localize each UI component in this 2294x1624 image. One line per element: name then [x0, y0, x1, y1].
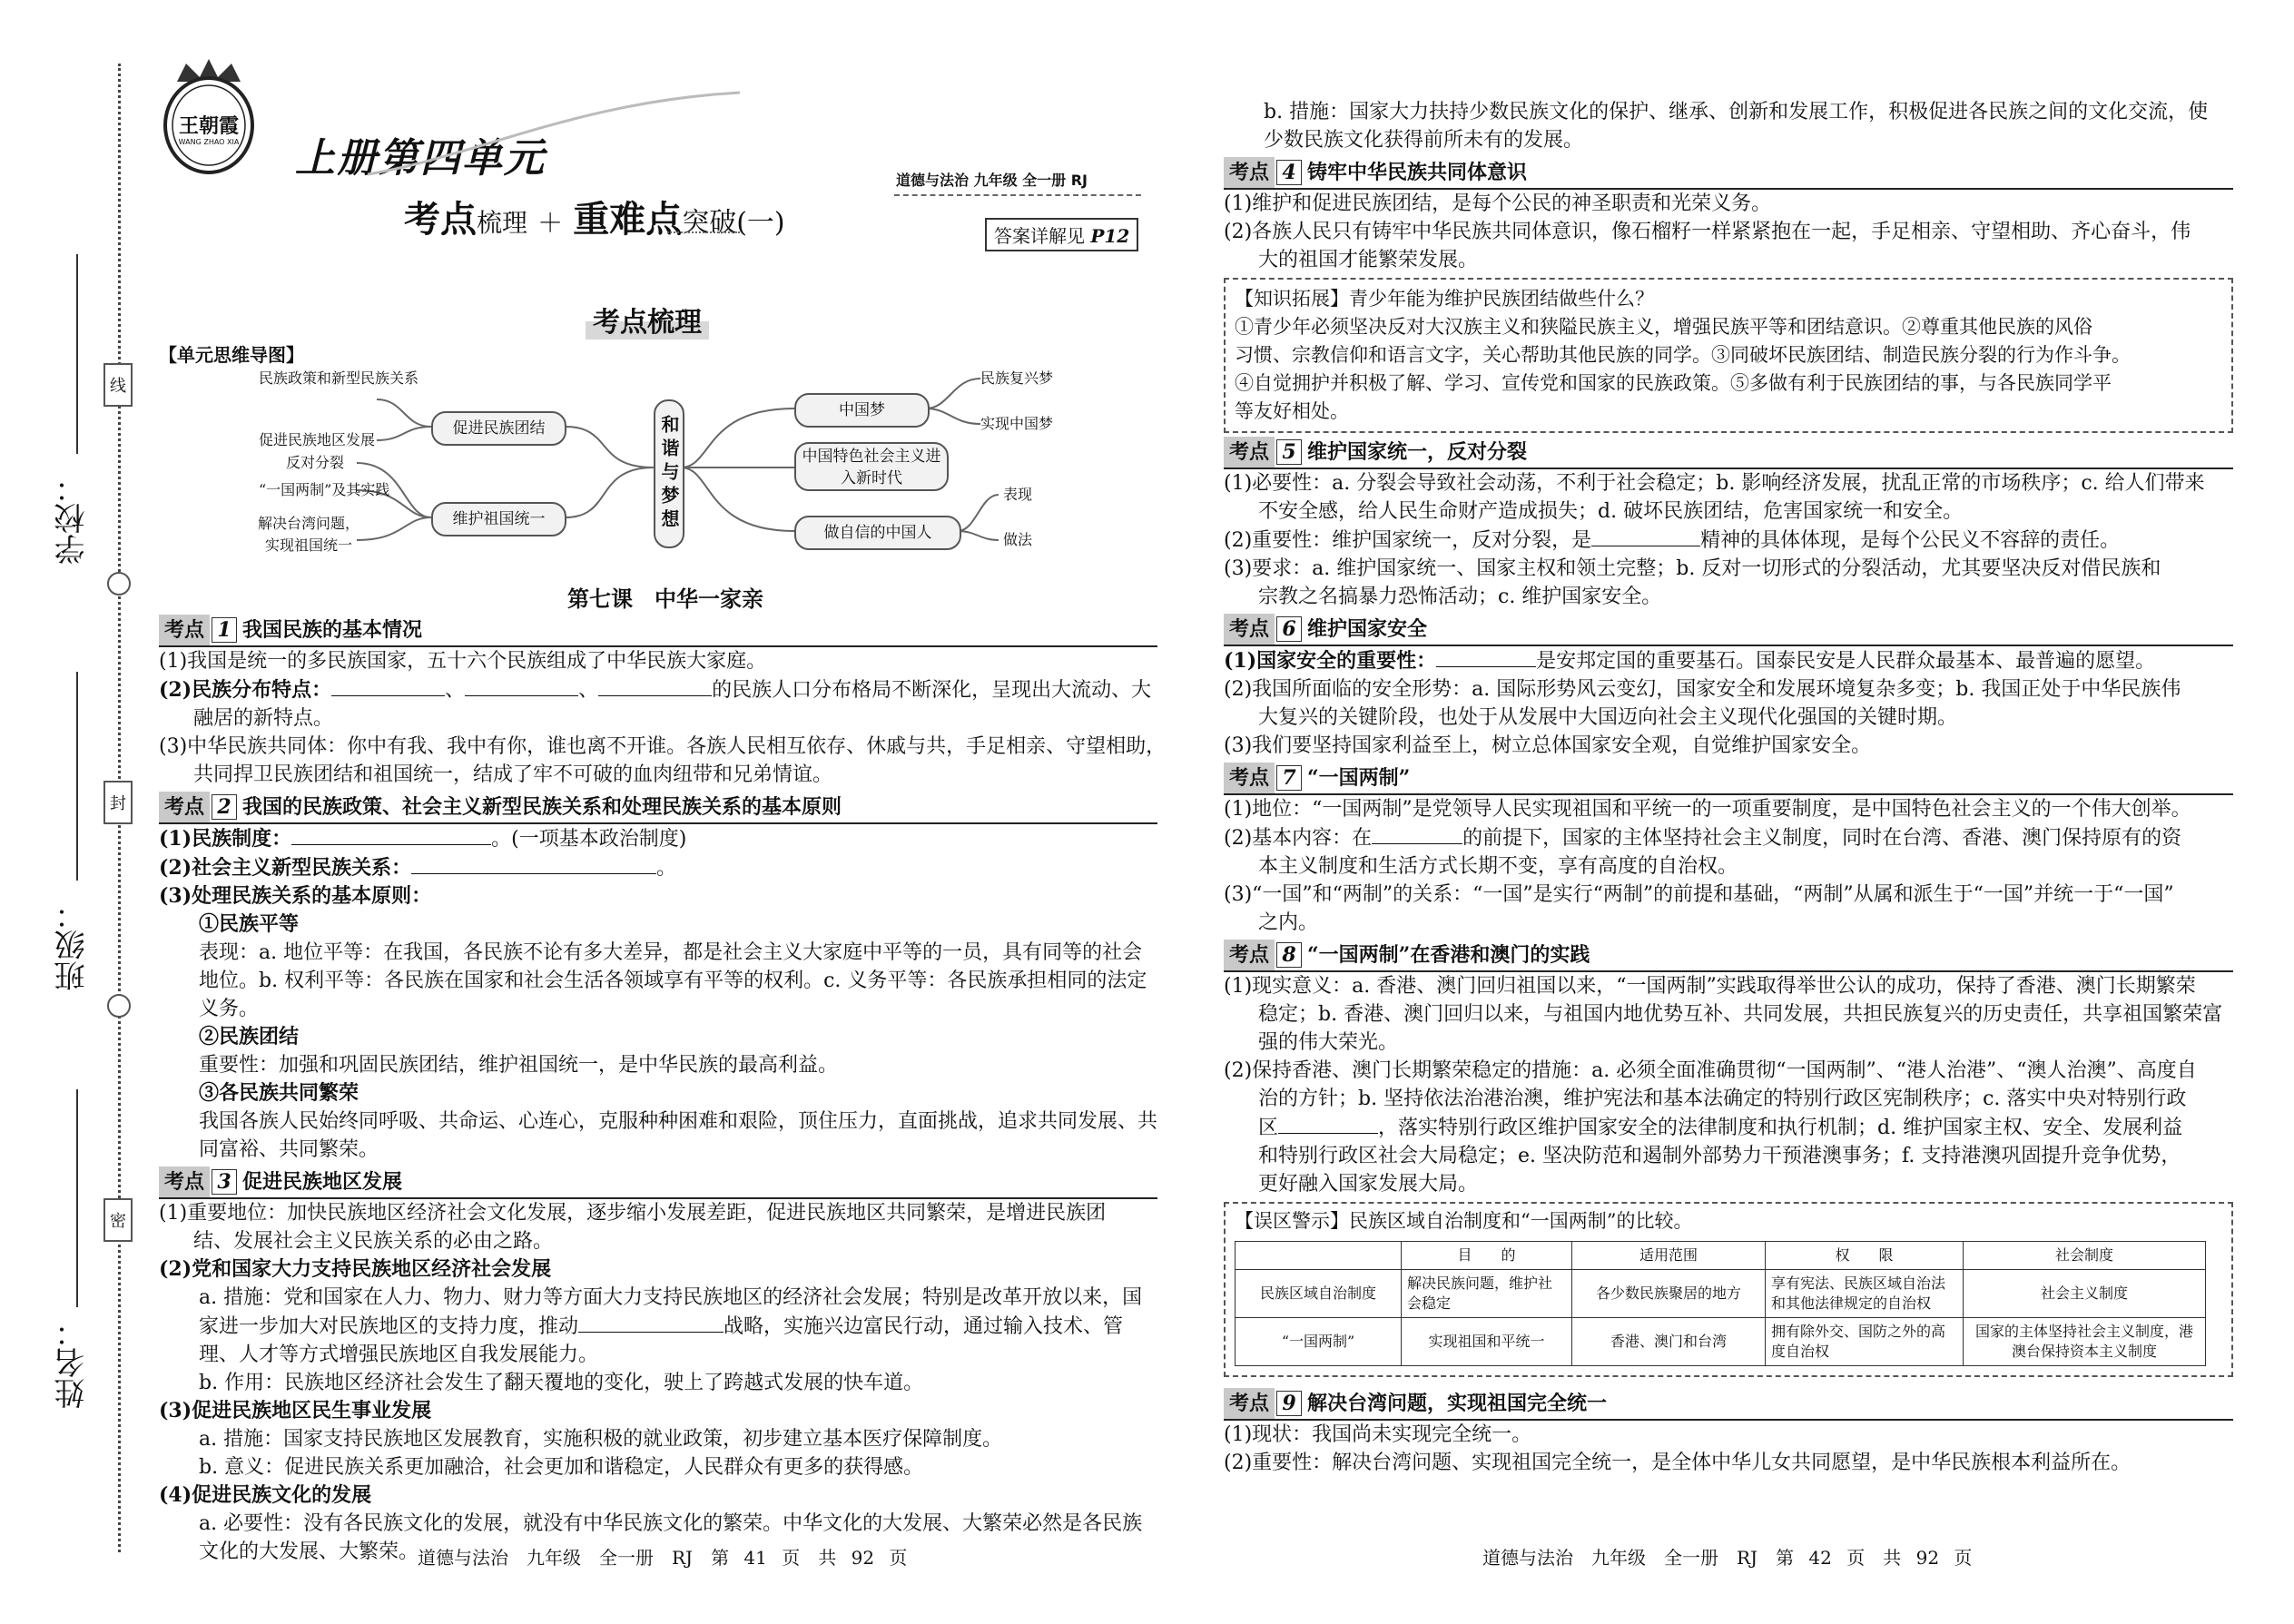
- fill-blank[interactable]: [411, 853, 656, 874]
- kaodian-4-header: [1224, 157, 2233, 190]
- kaodian-tag: 考点: [159, 1166, 210, 1197]
- lesson-title: 第七课 中华一家亲: [567, 586, 763, 612]
- unit-title: 上册第四单元: [295, 135, 546, 182]
- kaodian-1-header: [159, 615, 1157, 647]
- text-line: 我国各族人民始终同呼吸、共命运、心连心，克服种种困难和艰险，顶住压力，直面挑战，追求共同发展、共: [199, 1110, 1158, 1133]
- text-line: (1)维护和促进民族团结，是每个公民的神圣职责和光荣义务。: [1224, 192, 1772, 215]
- answer-ref-label: 答案详解见: [994, 225, 1085, 247]
- table-row: “一国两制” 实现祖国和平统一 香港、澳门和台湾 拥有除外交、国防之外的高度自治权 国家的主体坚持社会主义制度，港澳台保持资本主义制度: [1236, 1318, 2206, 1366]
- kaodian-num: 7: [1276, 765, 1302, 791]
- mindmap-leaf: 反对分裂: [286, 454, 345, 471]
- text-line: 更好融入国家发展大局。: [1258, 1173, 1479, 1196]
- kaodian-title: 我国民族的基本情况: [242, 618, 423, 642]
- brand-sub: WANG ZHAO XIA: [178, 138, 240, 146]
- mindmap-leaf: 解决台湾问题，实现祖国统一: [257, 515, 359, 554]
- text-line: 理、人才等方式增强民族地区自我发展能力。: [199, 1343, 599, 1366]
- kaodian-num: 9: [1276, 1391, 1302, 1416]
- mind-map: [159, 340, 1157, 567]
- kaodian-9-header: [1224, 1388, 2233, 1421]
- answer-ref-page: P12: [1090, 225, 1130, 247]
- text-line: (2)我国所面临的安全形势：a. 国际形势风云变幻，国家安全和发展环境复杂多变；b. 我国正处于中华民族伟: [1224, 678, 2181, 701]
- text-line: a. 必要性：没有各民族文化的发展，就没有中华民族文化的繁荣。中华文化的大发展、大繁荣必然是各民族: [199, 1512, 1143, 1535]
- comparison-table: [1235, 1241, 2206, 1366]
- knowledge-extension-box: [1224, 278, 2233, 433]
- section-title: 考点梳理: [586, 300, 709, 340]
- text-line: (2)党和国家大力支持民族地区经济社会发展: [159, 1257, 552, 1281]
- subtitle-underline: [667, 231, 740, 233]
- mindmap-leaf: 民族政策和新型民族关系: [259, 369, 419, 387]
- ribbon-decoration: [368, 84, 749, 183]
- text-line: 重要性：加强和巩固民族团结，维护祖国统一，是中华民族的最高利益。: [199, 1054, 839, 1077]
- kaodian-num: 4: [1276, 160, 1302, 185]
- text-line: b. 作用：民族地区经济社会发生了翻天覆地的变化，驶上了跨越式发展的快车道。: [199, 1372, 924, 1394]
- kaodian-title: 维护国家统一，反对分裂: [1307, 440, 1528, 464]
- seal-mark-line: 线: [103, 363, 133, 407]
- text-line: 地位。b. 权利平等：各民族在国家和社会生活各领域享有平等的权利。c. 义务平等：各民族承担相同的法定: [199, 969, 1147, 992]
- text-line: b. 措施：国家大力扶持少数民族文化的保护、继承、创新和发展工作，积极促进各民族之间的文化交流，使: [1264, 101, 2209, 123]
- mindmap-leaf: 民族复兴梦: [980, 369, 1054, 387]
- kaodian-tag: 考点: [159, 615, 210, 645]
- kaodian-6-header: [1224, 614, 2233, 646]
- kaodian-num: 1: [212, 617, 237, 643]
- kaodian-5-header: [1224, 437, 2233, 469]
- text-line: 表现：a. 地位平等：在我国，各民族不论有多大差异，都是社会主义大家庭中平等的一员，具有同等的社会: [199, 941, 1143, 964]
- fill-blank[interactable]: [598, 675, 712, 696]
- fill-blank[interactable]: [578, 1312, 724, 1333]
- mindmap-leaf: 实现中国梦: [980, 415, 1054, 432]
- left-page: [159, 0, 1167, 1624]
- fill-blank[interactable]: [1372, 823, 1462, 844]
- text-line: 和特别行政区社会大局稳定；e. 坚决防范和遏制外部势力干预港澳事务；f. 支持港澳巩固提升竞争优势，: [1258, 1145, 2181, 1167]
- text-line: 共同捍卫民族团结和祖国统一，结成了牢不可破的血肉纽带和兄弟情谊。: [193, 763, 833, 786]
- text-line: (1)重要地位：加快民族地区经济社会文化发展，逐步缩小发展差距，促进民族地区共同繁荣，是增进民族团: [159, 1202, 1107, 1225]
- text-line: 文化的大发展、大繁荣。: [199, 1540, 419, 1563]
- kaodian-title: “一国两制”在香港和澳门的实践: [1307, 943, 1590, 967]
- mindmap-node-unity: 促进民族团结: [431, 411, 566, 446]
- text-line: 治的方针；b. 坚持依法治港治澳，维护宪法和基本法确定的特别行政区宪制秩序；c. 落实中央对特别行政: [1258, 1088, 2187, 1110]
- text-line: 大复兴的关键阶段，也处于从发展中大国迈向社会主义现代化强国的关键时期。: [1258, 706, 1958, 729]
- kaodian-7-header: [1224, 763, 2233, 795]
- text-line: ③各民族共同繁荣: [199, 1081, 359, 1105]
- brand-logo: [159, 54, 259, 182]
- table-row: 民族区域自治制度 解决民族问题，维护社会稳定 各少数民族聚居的地方 享有宪法、民族区域自治法和其他法律规定的自治权 社会主义制度: [1236, 1270, 2206, 1318]
- text-line: a. 措施：党和国家在人力、物力、财力等方面大力支持民族地区的经济社会发展；特别是改革开放以来，国: [199, 1286, 1143, 1309]
- mindmap-node-confident: 做自信的中国人: [794, 516, 961, 550]
- page-footer: 道德与法治 九年级 全一册 RJ 第 41 页 共 92 页: [418, 1547, 908, 1569]
- fill-blank[interactable]: [331, 675, 445, 696]
- kaodian-tag: 考点: [1224, 763, 1275, 793]
- fill-blank[interactable]: [1278, 1113, 1378, 1134]
- text-line: 本主义制度和生活方式长期不变，享有高度的自治权。: [1258, 855, 1738, 878]
- text-line: (3)“一国”和“两制”的关系：“一国”是实行“两制”的前提和基础，“两制”从属和派生于“一国”并统一于“一国”: [1224, 883, 2174, 906]
- text-line: a. 措施：国家支持民族地区发展教育，实施积极的就业政策，初步建立基本医疗保障制度。: [199, 1428, 1003, 1451]
- text-line: ②民族团结: [199, 1025, 300, 1048]
- box-title: 【知识拓展】青少年能为维护民族团结做些什么？: [1235, 288, 1654, 310]
- text-line: (2)重要性：维护国家统一，反对分裂，是 精神的具体体现，是每个公民义不容辞的责任。: [1224, 526, 2233, 555]
- name-label: 姓名：: [54, 1316, 91, 1409]
- fill-blank[interactable]: [1591, 526, 1700, 546]
- text-line: 义务。: [199, 998, 260, 1020]
- right-body: [1224, 98, 2233, 1477]
- mindmap-node-new-era: 中国特色社会主义进入新时代: [794, 442, 949, 491]
- seal-mark-secret: 密: [103, 1198, 133, 1242]
- text-line: 区 ，落实特别行政区维护国家安全的法律制度和执行机制；d. 维护国家主权、安全、发展利益: [1224, 1113, 2233, 1142]
- kaodian-title: 铸牢中华民族共同体意识: [1307, 161, 1528, 184]
- text-line: (2)保持香港、澳门长期繁荣稳定的措施：a. 必须全面准确贯彻“一国两制”、“港人治港”、“澳人治澳”、高度自: [1224, 1059, 2197, 1082]
- kaodian-tag: 考点: [1224, 157, 1275, 188]
- brand-name: 王朝霞: [178, 115, 239, 138]
- text-line: 不安全感，给人民生命财产造成损失；d. 破坏民族团结，危害国家统一和安全。: [1258, 500, 1964, 523]
- page-footer: 道德与法治 九年级 全一册 RJ 第 42 页 共 92 页: [1482, 1547, 1973, 1569]
- subtitle-plus: ＋: [537, 208, 564, 238]
- name-blank: [76, 1089, 78, 1307]
- punch-hole: [107, 994, 131, 1018]
- text-line: (2)社会主义新型民族关系： 。: [159, 853, 1157, 882]
- kaodian-3-header: [159, 1166, 1157, 1199]
- kaodian-title: 维护国家安全: [1307, 617, 1428, 641]
- subtitle-c: 重难点: [573, 198, 683, 241]
- text-line: ④自觉拥护并积极了解、学习、宣传党和国家的民族政策。⑤多做有利于民族团结的事，与各民族同学平: [1235, 372, 2112, 394]
- text-line: 等友好相处。: [1235, 400, 1349, 422]
- kaodian-title: 我国的民族政策、社会主义新型民族关系和处理民族关系的基本原则: [242, 795, 842, 819]
- binding-margin: [0, 0, 136, 1624]
- text-line: 强的伟大荣光。: [1258, 1031, 1399, 1054]
- seal-mark-seal: 封: [103, 781, 133, 824]
- text-line: 同富裕、共同繁荣。: [199, 1138, 379, 1161]
- mindmap-leaf: 促进民族地区发展: [259, 431, 376, 448]
- text-line: b. 意义：促进民族关系更加融洽，社会更加和谐稳定，人民群众有更多的获得感。: [199, 1456, 924, 1479]
- text-line: (4)促进民族文化的发展: [159, 1483, 372, 1507]
- kaodian-tag: 考点: [1224, 1388, 1275, 1419]
- text-line: (2)基本内容：在 的前提下，国家的主体坚持社会主义制度，同时在台湾、香港、澳门保持原有的资: [1224, 823, 2233, 852]
- text-line: ①民族平等: [199, 912, 300, 936]
- answer-ref-box: [985, 218, 1138, 251]
- text-line: (1)国家安全的重要性： 是安邦定国的重要基石。国泰民安是人民群众最基本、最普遍的愿望。: [1224, 646, 2233, 675]
- class-label: 班级：: [54, 899, 91, 991]
- fill-blank[interactable]: [465, 675, 578, 696]
- subtitle-a: 考点: [404, 198, 477, 241]
- text-line: (3)处理民族关系的基本原则：: [159, 884, 432, 908]
- text-line: (3)中华民族共同体：你中有我、我中有你，谁也离不开谁。各族人民相互依存、休戚与共，手足相亲、守望相助，: [159, 735, 1167, 758]
- text-line: 少数民族文化获得前所未有的发展。: [1264, 129, 1584, 152]
- text-line: 融居的新特点。: [193, 707, 334, 730]
- kaodian-num: 2: [212, 794, 237, 820]
- text-line: (1)我国是统一的多民族国家，五十六个民族组成了中华民族大家庭。: [159, 650, 767, 673]
- text-line: (1)现实意义：a. 香港、澳门回归祖国以来，“一国两制”实践取得举世公认的成功，保持了香港、澳门长期繁荣: [1224, 975, 2196, 998]
- text-line: 家进一步加大对民族地区的支持力度，推动 战略，实施兴边富民行动，通过输入技术、管: [159, 1312, 1157, 1341]
- mindmap-label: 【单元思维导图】: [159, 344, 304, 366]
- mindmap-leaf: “一国两制”及其实践: [259, 481, 390, 498]
- kaodian-tag: 考点: [159, 792, 210, 822]
- left-body: [159, 612, 1167, 1566]
- text-line: 大的祖国才能繁荣发展。: [1258, 249, 1479, 271]
- text-line: (3)我们要坚持国家利益至上，树立总体国家安全观，自觉维护国家安全。: [1224, 734, 1872, 757]
- text-line: (1)地位：“一国两制”是党领导人民实现祖国和平统一的一项重要制度，是中国特色社会主义的一个伟大创举。: [1224, 798, 2191, 821]
- kaodian-num: 5: [1276, 439, 1302, 465]
- kaodian-tag: 考点: [1224, 614, 1275, 645]
- kaodian-tag: 考点: [1224, 437, 1275, 468]
- subtitle-d: 突破(一): [682, 207, 785, 239]
- table-header-row: 目 的 适用范围 权 限 社会制度: [1236, 1242, 2206, 1270]
- book-info: 道德与法治 九年级 全一册 RJ: [896, 172, 1088, 189]
- kaodian-title: 解决台湾问题，实现祖国完全统一: [1307, 1392, 1608, 1415]
- mindmap-node-reunification: 维护祖国统一: [431, 502, 566, 536]
- text-line: (2)各族人民只有铸牢中华民族共同体意识，像石榴籽一样紧紧抱在一起，手足相亲、守望相助、齐心奋斗，伟: [1224, 221, 2191, 243]
- fill-blank[interactable]: [291, 824, 491, 845]
- text-line: (1)现状：我国尚未实现完全统一。: [1224, 1423, 1532, 1446]
- text-line: 结、发展社会主义民族关系的必由之路。: [193, 1230, 554, 1253]
- box-title: 【误区警示】民族区域自治制度和“一国两制”的比较。: [1235, 1210, 1693, 1232]
- text-line: (3)要求：a. 维护国家统一、国家主权和领土完整；b. 反对一切形式的分裂活动，尤其要坚决反对借民族和: [1224, 557, 2161, 580]
- book-info-rule: [894, 194, 1141, 196]
- mindmap-leaf: 表现: [1003, 486, 1033, 503]
- text-line: 之内。: [1258, 911, 1319, 934]
- mindmap-node-china-dream: 中国梦: [794, 393, 930, 428]
- text-line: (2)重要性：解决台湾问题、实现祖国完全统一，是全体中华儿女共同愿望，是中华民族根本利益所在。: [1224, 1452, 2132, 1474]
- kaodian-num: 3: [212, 1169, 237, 1195]
- kaodian-tag: 考点: [1224, 940, 1275, 970]
- text-line: 稳定；b. 香港、澳门回归以来，与祖国内地优势互补、共同发展，共担民族复兴的历史责任，共享祖国繁荣富: [1258, 1003, 2223, 1026]
- text-line: 宗教之名搞暴力恐怖活动；c. 维护国家安全。: [1258, 586, 1662, 608]
- text-line: (1)民族制度： 。(一项基本政治制度): [159, 824, 1157, 853]
- text-line: (1)必要性：a. 分裂会导致社会动荡，不利于社会稳定；b. 影响经济发展，扰乱正常的市场秩序；c. 给人们带来: [1224, 472, 2205, 495]
- text-line: ①青少年必须坚决反对大汉族主义和狭隘民族主义，增强民族平等和团结意识。②尊重其他民族的风俗: [1235, 316, 2092, 338]
- kaodian-2-header: [159, 792, 1157, 824]
- kaodian-num: 8: [1276, 942, 1302, 968]
- school-label: 学校：: [54, 472, 91, 565]
- right-page: [1224, 0, 2233, 1624]
- subtitle: [404, 191, 785, 242]
- fill-blank[interactable]: [1436, 646, 1536, 667]
- kaodian-num: 6: [1276, 616, 1302, 642]
- text-line: 习惯、宗教信仰和语言文字，关心帮助其他民族的同学。③同破坏民族团结、制造民族分裂的行为作斗争。: [1235, 344, 2131, 366]
- class-blank: [76, 672, 78, 881]
- school-blank: [76, 254, 78, 454]
- kaodian-title: 促进民族地区发展: [242, 1170, 403, 1194]
- kaodian-8-header: [1224, 940, 2233, 972]
- text-line: (3)促进民族地区民生事业发展: [159, 1399, 432, 1422]
- mindmap-center: 和谐与梦想: [654, 399, 684, 548]
- subtitle-b: 梳理: [477, 208, 528, 238]
- punch-hole: [107, 572, 131, 595]
- text-line: (2)民族分布特点： 、 、 的民族人口分布格局不断深化，呈现出大流动、大: [159, 675, 1157, 704]
- mindmap-leaf: 做法: [1003, 531, 1033, 548]
- kaodian-title: “一国两制”: [1307, 766, 1411, 790]
- warning-box: [1224, 1202, 2233, 1377]
